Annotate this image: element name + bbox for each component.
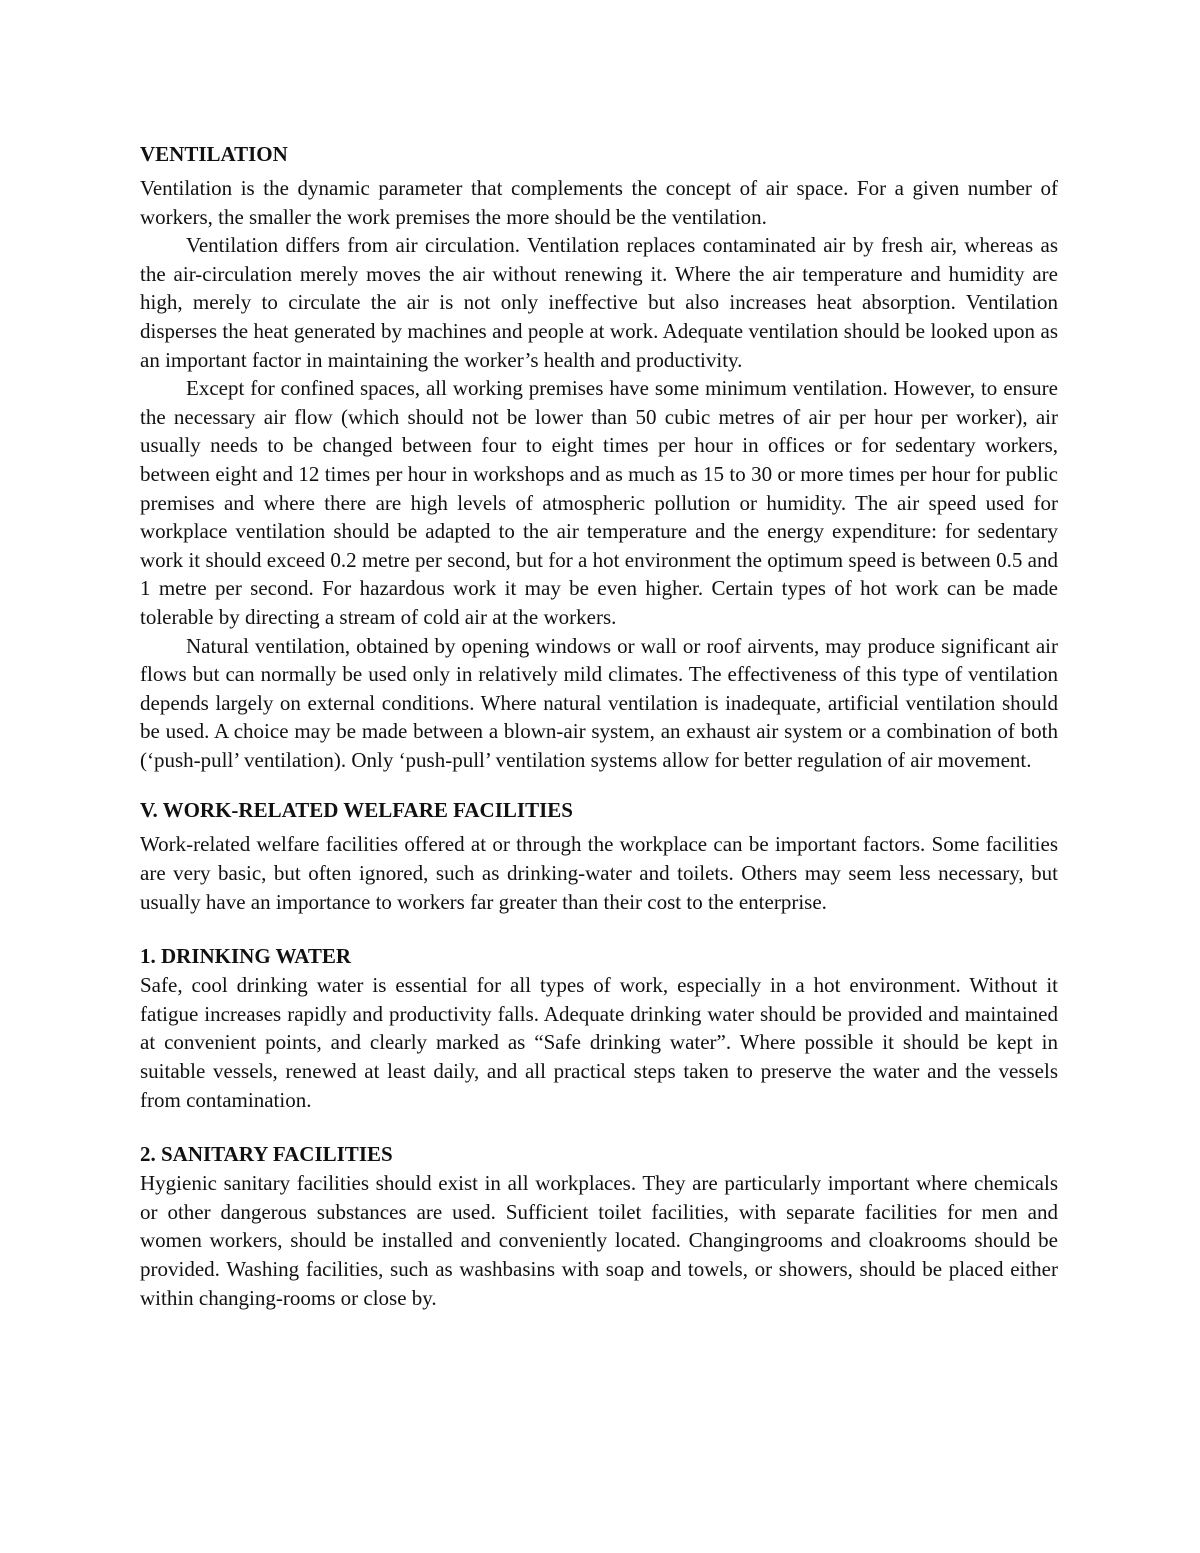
section-heading-welfare: V. WORK-RELATED WELFARE FACILITIES: [140, 798, 573, 823]
paragraph-ventilation-natural: Natural ventilation, obtained by opening windows or wall or roof airvents, may produce significant air flows but can normally be used only in relatively mild climates. The effectiveness of this type of ventilation depends largely on external conditions. Where natural ventilation is inadequate, artificial ventilation should be used. A choice may be made between a blown-air system, an exhaust air system or a combination of both (‘push-pull’ ventilation). Only ‘push-pull’ ventilation systems allow for better regulation of air movement.: [140, 633, 1058, 772]
paragraph-ventilation-airflow: Except for confined spaces, all working premises have some minimum ventilation. However, to ensure the necessary air flow (which should not be lower than 50 cubic metres of air per hour per worker), air usually needs to be changed between four to eight times per hour in offices or for sedentary workers, between eight and 12 times per hour in workshops and as much as 15 to 30 or more times per hour for public premises and where there are high levels of atmospheric pollution or humidity. The air speed used for workplace ventilation should be adapted to the air temperature and the energy expenditure: for sedentary work it should exceed 0.2 metre per second, but for a hot environment the optimum speed is between 0.5 and 1 metre per second. For hazardous work it may be even higher. Certain types of hot work can be made tolerable by directing a stream of cold air at the workers.: [140, 376, 1058, 629]
section-heading-ventilation: VENTILATION: [140, 142, 288, 166]
paragraph-ventilation-intro: Ventilation is the dynamic parameter that complements the concept of air space. For a given number of workers, the smaller the work premises the more should be the ventilation.: [140, 176, 1058, 229]
section-heading-sanitary: 2. SANITARY FACILITIES: [140, 1142, 393, 1167]
document-page: [140, 140, 1058, 1312]
paragraph-ventilation-circulation: Ventilation differs from air circulation. Ventilation replaces contaminated air by fresh air, whereas as the air-circulation merely moves the air without renewing it. Where the air temperature and humidity are high, merely to circulate the air is not only ineffective but also increases heat absorption. Ventilation disperses the heat generated by machines and people at work. Adequate ventilation should be looked upon as an important factor in maintaining the worker’s health and productivity.: [140, 233, 1058, 372]
section-heading-drinking-water: 1. DRINKING WATER: [140, 944, 352, 969]
paragraph-welfare-intro: Work-related welfare facilities offered at or through the workplace can be important factors. Some facilities are very basic, but often ignored, such as drinking-water and toilets. Others may seem less necessary, but usually have an importance to workers far greater than their cost to the enterprise.: [140, 832, 1058, 914]
paragraph-sanitary: Hygienic sanitary facilities should exist in all workplaces. They are particularly important where chemicals or other dangerous substances are used. Sufficient toilet facilities, with separate facilities for men and women workers, should be installed and conveniently located. Changingrooms and cloakrooms should be provided. Washing facilities, such as washbasins with soap and towels, or showers, should be placed either within changing-rooms or close by.: [140, 1171, 1058, 1310]
paragraph-drinking-water: Safe, cool drinking water is essential for all types of work, especially in a hot environment. Without it fatigue increases rapidly and productivity falls. Adequate drinking water should be provided and maintained at convenient points, and clearly marked as “Safe drinking water”. Where possible it should be kept in suitable vessels, renewed at least daily, and all practical steps taken to preserve the water and the vessels from contamination.: [140, 973, 1058, 1112]
